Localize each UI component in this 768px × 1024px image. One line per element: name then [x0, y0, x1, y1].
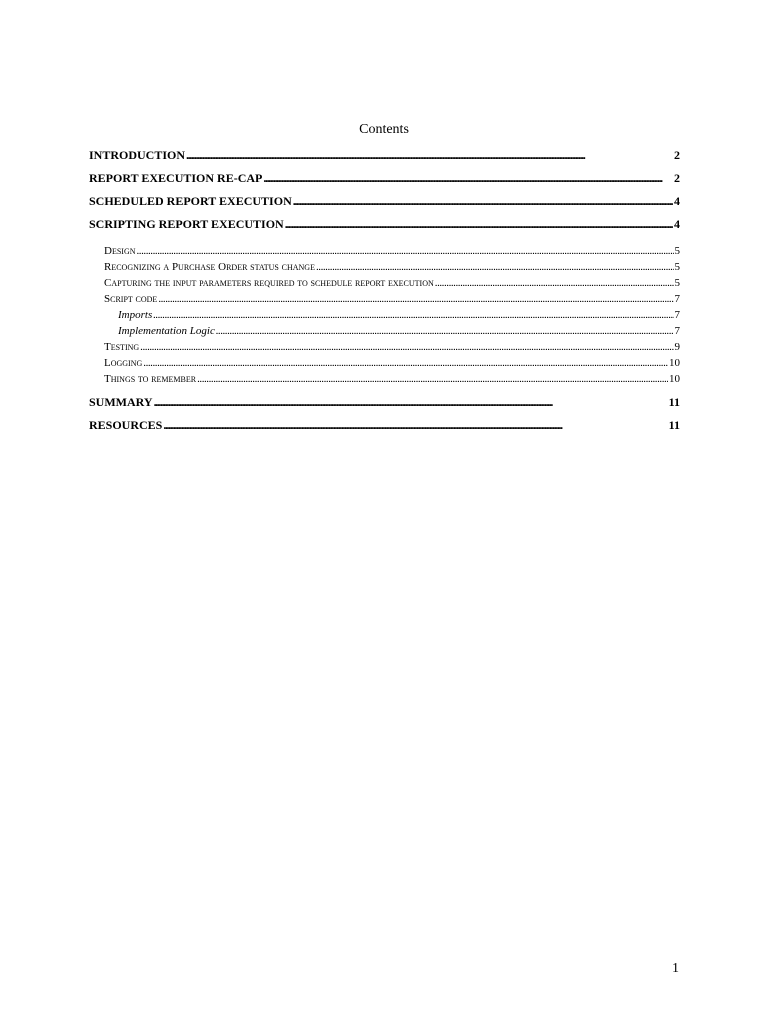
toc-entry-resources[interactable] [89, 416, 680, 439]
toc-entry-page: 7 [674, 293, 680, 305]
toc-entry-label: Design [104, 245, 136, 257]
toc-entry-page: 10 [669, 357, 680, 369]
toc-entry-script-code[interactable] [89, 291, 680, 307]
toc-entry-page: 5 [674, 277, 680, 289]
table-of-contents [89, 146, 680, 439]
dot-leader [163, 416, 667, 434]
toc-entry-label: SCHEDULED REPORT EXECUTION [89, 194, 292, 208]
dot-leader [158, 291, 673, 307]
dot-leader [140, 339, 673, 355]
toc-entry-label: Implementation Logic [118, 325, 215, 337]
toc-entry-things-to-remember[interactable] [89, 371, 680, 387]
toc-entry-page: 5 [674, 245, 680, 257]
toc-entry-page: 7 [674, 325, 680, 337]
dot-leader [153, 307, 673, 323]
toc-entry-recognizing-po-status-change[interactable] [89, 259, 680, 275]
dot-leader [435, 275, 674, 291]
toc-entry-page: 4 [674, 194, 680, 208]
toc-entry-label: Imports [118, 309, 153, 321]
toc-entry-introduction[interactable] [89, 146, 680, 169]
dot-leader [285, 215, 673, 233]
toc-entry-label: Testing [104, 341, 140, 353]
toc-entry-imports[interactable] [89, 307, 680, 323]
toc-entry-page: 4 [674, 217, 680, 231]
toc-entry-report-execution-recap[interactable] [89, 169, 680, 192]
toc-entry-label: SCRIPTING REPORT EXECUTION [89, 217, 284, 231]
toc-entry-label: REPORT EXECUTION RE-CAP [89, 171, 263, 185]
toc-entry-label: Script code [104, 293, 158, 305]
page-number: 1 [672, 961, 679, 976]
toc-entry-testing[interactable] [89, 339, 680, 355]
toc-entry-design[interactable] [89, 243, 680, 259]
toc-entry-scripting-report-execution[interactable] [89, 215, 680, 238]
dot-leader [293, 192, 673, 210]
toc-entry-page: 2 [674, 148, 680, 162]
toc-entry-label: INTRODUCTION [89, 148, 186, 162]
toc-entry-scheduled-report-execution[interactable] [89, 192, 680, 215]
page-title: Contents [359, 122, 409, 137]
toc-entry-label: Recognizing a Purchase Order status change [104, 261, 315, 273]
toc-entry-page: 7 [674, 309, 680, 321]
toc-entry-label: Capturing the input parameters required to schedule report execution [104, 277, 434, 289]
dot-leader [216, 323, 674, 339]
dot-leader [186, 146, 673, 164]
toc-entry-label: Logging [104, 357, 143, 369]
toc-entry-label: SUMMARY [89, 395, 153, 409]
dot-leader [137, 243, 674, 259]
toc-entry-page: 10 [669, 373, 680, 385]
toc-entry-page: 11 [668, 418, 680, 432]
dot-leader [154, 393, 668, 411]
toc-entry-capturing-input-parameters[interactable] [89, 275, 680, 291]
toc-entry-page: 9 [674, 341, 680, 353]
toc-entry-implementation-logic[interactable] [89, 323, 680, 339]
toc-entry-logging[interactable] [89, 355, 680, 371]
toc-entry-page: 5 [674, 261, 680, 273]
dot-leader [197, 371, 668, 387]
dot-leader [143, 355, 668, 371]
dot-leader [263, 169, 673, 187]
toc-entry-page: 2 [674, 171, 680, 185]
toc-entry-summary[interactable] [89, 393, 680, 416]
toc-entry-label: Things to remember [104, 373, 197, 385]
dot-leader [316, 259, 674, 275]
toc-entry-label: RESOURCES [89, 418, 163, 432]
toc-entry-page: 11 [668, 395, 680, 409]
